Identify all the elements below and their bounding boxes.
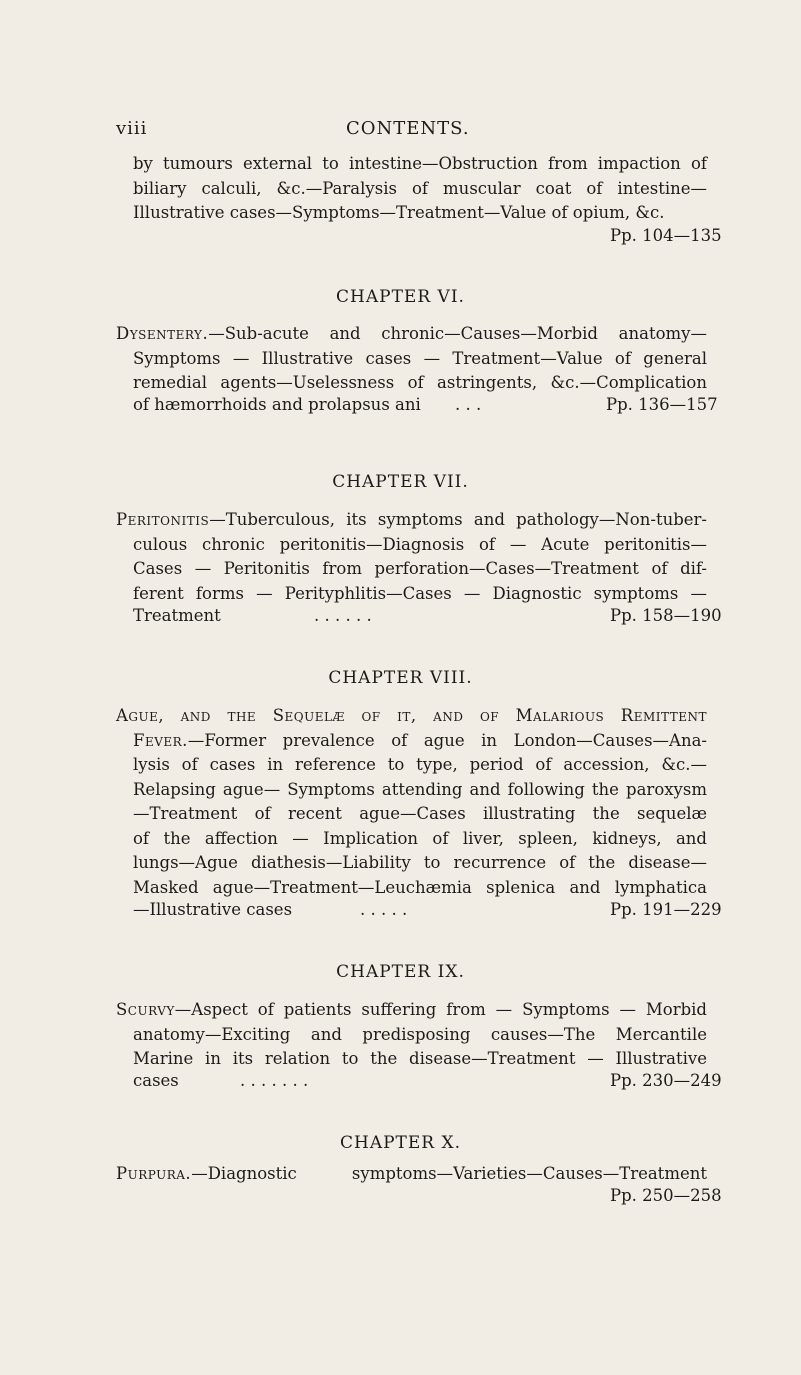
running-title: CONTENTS. <box>346 118 470 139</box>
entry-line: Marine in its relation to the disease—Treatment — Illustrative <box>133 1049 707 1068</box>
chapter-entry <box>116 322 707 396</box>
chapter-entry <box>116 998 707 1072</box>
page-number: viii <box>116 118 148 139</box>
entry-line: Relapsing ague— Symptoms attending and following the paroxysm <box>133 779 707 799</box>
entry-line: of the affection — Implication of liver, spleen, kidneys, and <box>133 828 707 848</box>
page-range: Pp. 104—135 <box>610 226 722 245</box>
entry-line: remedial agents—Uselessness of astringents, &c.—Complication <box>133 373 707 392</box>
entry-line: Illustrative cases—Symptoms—Treatment—Value of opium, &c. <box>133 203 665 222</box>
chapter-subject: Scurvy <box>116 1000 175 1019</box>
entry-line: Dysentery.—Sub-acute and chronic—Causes—Morbid anatomy— <box>116 324 707 343</box>
entry-line: by tumours external to intestine—Obstruction from impaction of <box>133 154 707 173</box>
chapter-heading: CHAPTER VI. <box>336 287 465 307</box>
entry-line: Symptoms — Illustrative cases — Treatment—Value of general <box>133 348 707 368</box>
running-head <box>116 118 716 140</box>
chapter-entry <box>116 704 707 900</box>
page-range: Pp. 230—249 <box>610 1071 722 1090</box>
leader-dots: . . . . . . . <box>240 1071 309 1090</box>
leader-dots: . . . . . <box>360 900 408 919</box>
entry-line: Scurvy—Aspect of patients suffering from — Symptoms — Morbid <box>116 1000 707 1019</box>
leader-dots: . . . . . . <box>314 606 372 625</box>
entry-line: culous chronic peritonitis—Diagnosis of — Acute peritonitis— <box>133 534 707 554</box>
entry-line: —Treatment of recent ague—Cases illustrating the sequelæ <box>133 804 707 823</box>
entry-line: Fever.—Former prevalence of ague in London—Causes—Ana- <box>133 730 707 750</box>
entry-line: lysis of cases in reference to type, period of accession, &c.— <box>133 755 707 774</box>
chapter-subject: Dysentery. <box>116 324 209 343</box>
entry-line: biliary calculi, &c.—Paralysis of muscular coat of intestine— <box>133 178 707 198</box>
chapter-heading: CHAPTER VIII. <box>328 668 473 688</box>
entry-line: Treatment <box>133 606 221 625</box>
leader-dots: . . . <box>455 395 482 414</box>
chapter-subject: Ague, and the Sequelæ of it, and of Malarious Remittent <box>116 706 707 725</box>
chapter-heading: CHAPTER X. <box>339 1133 461 1153</box>
chapter-heading: CHAPTER IX. <box>336 962 465 982</box>
page-range: Pp. 158—190 <box>610 606 722 625</box>
intro-entry <box>133 152 707 226</box>
chapter-subject: Purpura. <box>116 1164 192 1183</box>
chapter-subject: Peritonitis <box>116 510 210 529</box>
entry-line: lungs—Ague diathesis—Liability to recurrence of the disease— <box>133 853 707 872</box>
entry-line: anatomy—Exciting and predisposing causes—The Mercantile <box>133 1024 707 1044</box>
page-range: Pp. 136—157 <box>606 395 718 414</box>
chapter-entry <box>116 508 707 606</box>
chapter-entry <box>116 1162 707 1187</box>
entry-line: of hæmorrhoids and prolapsus ani <box>133 395 421 414</box>
entry-line: Masked ague—Treatment—Leuchæmia splenica and lymphatica <box>133 877 707 897</box>
entry-line: Cases — Peritonitis from perforation—Cases—Treatment of dif- <box>133 559 707 578</box>
page-range: Pp. 250—258 <box>610 1186 722 1205</box>
page-range: Pp. 191—229 <box>610 900 722 919</box>
entry-line: ferent forms — Perityphlitis—Cases — Diagnostic symptoms — <box>133 583 707 603</box>
entry-line: Purpura.—Diagnostic symptoms—Varieties—Causes—Treatment <box>116 1164 707 1183</box>
entry-line: —Illustrative cases <box>133 900 293 919</box>
entry-line: Peritonitis—Tuberculous, its symptoms and pathology—Non-tuber- <box>116 510 707 529</box>
chapter-heading: CHAPTER VII. <box>332 472 469 492</box>
entry-line: cases <box>133 1071 179 1090</box>
